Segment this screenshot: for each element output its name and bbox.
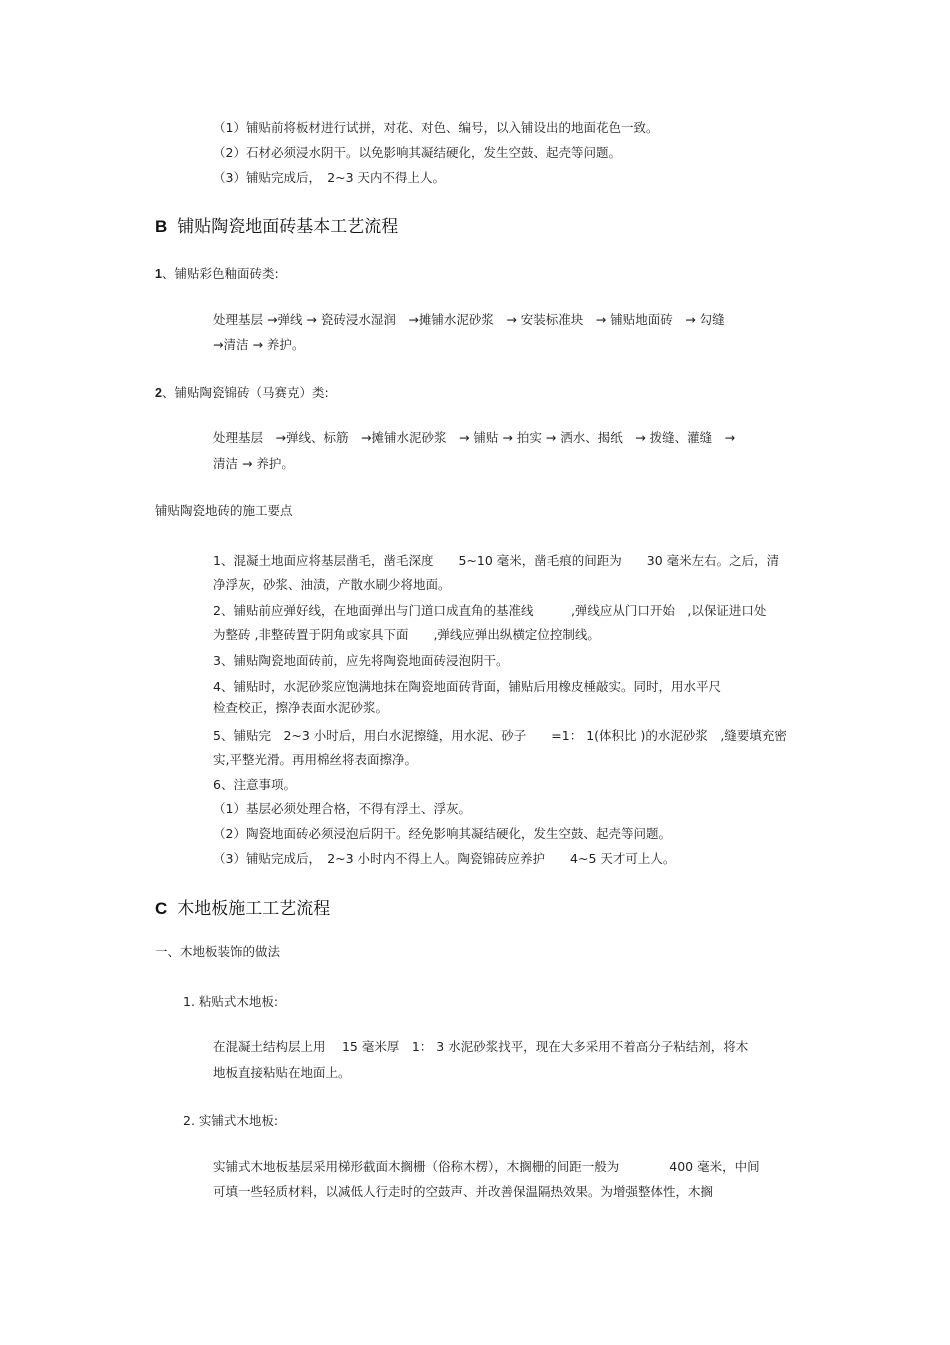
section-c-letter: C	[155, 899, 168, 918]
point-line-10: 6、注意事项。	[213, 777, 296, 792]
point-line-6: 4、铺贴时，水泥砂浆应饱满地抹在陶瓷地面砖背面，铺贴后用橡皮棰敲实。同时，用水平尺	[213, 679, 721, 694]
section-b-title: 铺贴陶瓷地面砖基本工艺流程	[177, 217, 399, 237]
section-c-title: 木地板施工工艺流程	[177, 899, 331, 919]
intro-line-3: （3）铺贴完成后， 2~3 天内不得上人。	[213, 170, 446, 185]
sub-1-line-1: 在混凝土结构层上用 15 毫米厚 1： 3 水泥砂浆找平，现在大多采用不着高分子粘结剂，将木	[213, 1039, 749, 1054]
point-line-12: （2）陶瓷地面砖必须浸泡后阴干。经免影响其凝结硬化，发生空鼓、起壳等问题。	[213, 826, 671, 841]
section-b-item-2	[155, 385, 329, 401]
point-line-4: 为整砖 ,非整砖置于阴角或家具下面 ,弹线应弹出纵横定位控制线。	[213, 627, 600, 642]
point-line-7: 检查校正，擦净表面水泥砂浆。	[213, 700, 389, 715]
item-2-number: 2	[155, 386, 162, 400]
point-line-3: 2、铺贴前应弹好线，在地面弹出与门道口成直角的基准线 ,弹线应从门口开始 ,以保证进口处	[213, 603, 767, 618]
item-1-label: 、铺贴彩色釉面砖类:	[161, 266, 279, 281]
sub-2-line-1: 实铺式木地板基层采用梯形截面木搁栅（俗称木楞），木搁栅的间距一般为 400 毫米，中间	[213, 1159, 760, 1174]
flow-2-line-2: 清洁 → 养护。	[213, 456, 294, 471]
sub-1-title: 1. 粘贴式木地板:	[183, 994, 279, 1009]
point-line-5: 3、铺贴陶瓷地面砖前，应先将陶瓷地面砖浸泡阴干。	[213, 653, 509, 668]
item-1-number: 1	[155, 267, 162, 281]
point-line-8: 5、铺贴完 2~3 小时后，用白水泥擦缝，用水泥、砂子 =1： 1(体积比 )的水泥砂浆 ,缝要填充密	[213, 728, 787, 743]
flow-1-line-1: 处理基层 →弹线 → 瓷砖浸水湿润 →摊铺水泥砂浆 → 安装标准块 → 铺贴地面砖 → 勾缝	[213, 312, 725, 327]
point-line-13: （3）铺贴完成后， 2~3 小时内不得上人。陶瓷锦砖应养护 4~5 天才可上人。	[213, 851, 676, 866]
point-line-1: 1、混凝土地面应将基层凿毛，凿毛深度 5~10 毫米，凿毛痕的间距为 30 毫米左右。之后，清	[213, 553, 780, 568]
section-b-heading	[155, 216, 398, 238]
flow-1-line-2: →清洁 → 养护。	[213, 337, 305, 352]
point-line-2: 净浮灰，砂浆、油渍，产散水刷少将地面。	[213, 577, 451, 592]
intro-line-1: （1）铺贴前将板材进行试拼，对花、对色、编号，以入铺设出的地面花色一致。	[213, 120, 659, 135]
point-line-11: （1）基层必须处理合格，不得有浮土、浮灰。	[213, 801, 471, 816]
section-b-item-1	[155, 266, 279, 282]
flow-2-line-1: 处理基层 →弹线、标筋 →摊铺水泥砂浆 → 铺贴 → 拍实 → 洒水、揭纸 → 拨缝、灌缝 →	[213, 430, 736, 445]
sub-2-title: 2. 实铺式木地板:	[183, 1113, 279, 1128]
sub-2-line-2: 可填一些轻质材料，以减低人行走时的空鼓声、并改善保温隔热效果。为增强整体性，木搁	[213, 1184, 714, 1199]
item-2-label: 、铺贴陶瓷锦砖（马赛克）类:	[161, 385, 329, 400]
points-title: 铺贴陶瓷地砖的施工要点	[155, 503, 293, 518]
part-1-title: 一、木地板装饰的做法	[155, 944, 281, 959]
intro-line-2: （2）石材必须浸水阴干。以免影响其凝结硬化，发生空鼓、起壳等问题。	[213, 145, 621, 160]
section-b-letter: B	[155, 217, 168, 236]
point-line-9: 实,平整光滑。再用棉丝将表面擦净。	[213, 752, 417, 767]
section-c-heading	[155, 898, 330, 920]
sub-1-line-2: 地板直接粘贴在地面上。	[213, 1065, 351, 1080]
